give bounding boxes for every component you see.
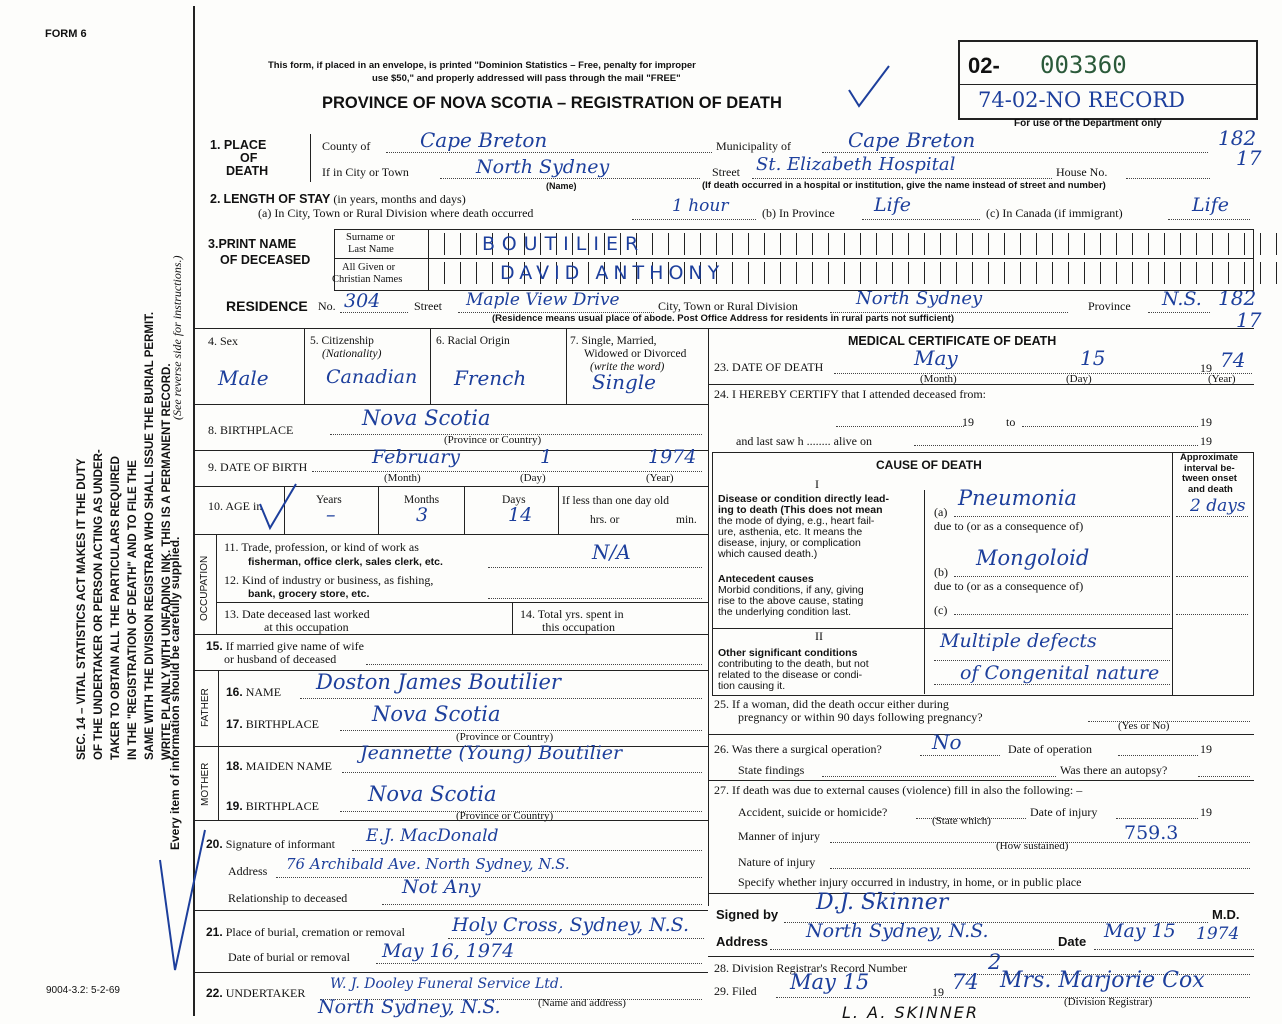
s20-sig-line [352, 850, 702, 851]
cell-divider [512, 602, 513, 634]
interval-b-line [1176, 576, 1248, 577]
occupation-label: OCCUPATION [199, 555, 210, 621]
interval-c-line [1176, 614, 1248, 615]
age-days-label: Days [502, 494, 526, 506]
burial-date-label: Date of burial or removal [228, 950, 350, 964]
attend-to-line [1022, 426, 1198, 427]
cause-a-interval: 2 days [1190, 496, 1246, 516]
house-line [1126, 178, 1210, 179]
s11-label: 11. Trade, profession, or kind of work as [224, 540, 419, 554]
row-divider [194, 534, 708, 535]
dob-month: February [372, 446, 461, 468]
s16-label: 16. NAME [226, 685, 282, 699]
marital-label: 7. Single, Married, [570, 335, 657, 347]
injury-date-line [1116, 818, 1198, 819]
burial-place-value: Holy Cross, Sydney, N.S. [452, 914, 690, 936]
s15-label: or husband of deceased [224, 652, 337, 666]
county-label: County of [322, 139, 371, 153]
injury-date-label: Date of injury [1030, 805, 1098, 819]
s22-label: 22. UNDERTAKER [206, 986, 306, 1000]
street-line [752, 178, 1052, 179]
cause-b-value: Mongoloid [976, 546, 1090, 570]
year-prefix: 19 [1200, 415, 1212, 429]
residence-no-label: No. [318, 299, 336, 313]
s20-rel-line [382, 904, 702, 905]
cause-a-label: (a) [934, 505, 948, 519]
bracket [310, 134, 311, 182]
form-label: FORM 6 [45, 28, 87, 40]
antecedent-label: Antecedent causes Morbid conditions, if any, giving rise to the above cause, stating the underlying condition last. [718, 573, 864, 618]
certify-label: 24. I HEREBY CERTIFY that I attended deceased from: [714, 387, 986, 401]
residence-city-value: North Sydney [856, 288, 983, 309]
given-label: Christian Names [332, 274, 403, 285]
county-line [386, 152, 712, 153]
column-divider [708, 328, 709, 906]
checkmark-icon [120, 820, 210, 980]
residence-label: RESIDENCE [226, 298, 308, 314]
signed-by-label: Signed by [716, 907, 779, 922]
surname-value: BOUTILIER [482, 233, 646, 255]
margin-instructions: SEC. 14 – VITAL STATISTICS ACT MAKES IT THE DUTY OF THE UNDERTAKER OR PERSON ACTING AS UNDER- TAKER TO OBTAIN ALL THE PARTICULARS REQUIRED IN THE "REGISTRATION OF DEATH" AND TO FILE THE SAME WITH THE DIVISION REGISTRAR WHO SHALL ISSUE THE BURIAL PERMIT. WRITE PLAINLY WITH UNFADING INK. THIS IS A PERMANENT RECORD. [76, 311, 173, 760]
name-sublabel: (Name) [546, 181, 577, 191]
medical-title: MEDICAL CERTIFICATE OF DEATH [848, 334, 1057, 348]
date-of-death-label: 23. DATE OF DEATH [714, 360, 824, 374]
citizenship-label: (Nationality) [322, 348, 382, 360]
citizenship-value: Canadian [326, 366, 418, 388]
age-days-value: 14 [508, 504, 533, 526]
s13-label: 13. Date deceased last worked [224, 607, 370, 621]
state-which-sublabel: (State which) [932, 815, 991, 827]
cell-divider [304, 328, 305, 404]
informant-address: 76 Archibald Ave. North Sydney, N.S. [286, 855, 570, 873]
s1-num: 1. PLACE [210, 138, 267, 152]
day-sublabel: (Day) [1066, 373, 1092, 385]
residence-city-label: City, Town or Rural Division [658, 299, 798, 313]
row-divider [194, 634, 708, 635]
s2b-line [862, 219, 980, 220]
birthplace-value: Nova Scotia [362, 406, 491, 430]
mail-notice-2: use $50," and properly addressed will pass through the mail "FREE" [372, 73, 681, 84]
residence-province-value: N.S. [1162, 288, 1202, 310]
s9-line [312, 471, 702, 472]
cause-b-line [954, 576, 1170, 577]
how-sublabel: (How sustained) [996, 840, 1069, 852]
mother-maiden-name-value: Jeannette (Young) Boutilier [360, 742, 623, 764]
operation-date-label: Date of operation [1008, 742, 1092, 756]
direct-cause-label: Disease or condition directly lead- ing to death (This does not mean the mode of dying, e.g., heart fail- ure, asthenia, etc. It means the disease, injury, or complication which caused death.) [718, 493, 889, 560]
father-label: FATHER [200, 688, 211, 728]
certificate-date-line [1094, 949, 1254, 950]
section-divider [194, 328, 1254, 329]
filed-date: May 15 [790, 970, 870, 994]
age-less-label: If less than one day old [562, 495, 669, 507]
department-label: For use of the Department only [1014, 118, 1162, 129]
certificate-date-label: Date [1058, 934, 1087, 949]
s2b-value: Life [874, 194, 911, 216]
md-label: M.D. [1212, 907, 1240, 922]
citizenship-label: 5. Citizenship [310, 335, 374, 347]
attend-from-line [836, 426, 964, 427]
physician-address-label: Address [716, 934, 769, 949]
year-sublabel: (Year) [646, 472, 674, 484]
residence-no-line [340, 312, 408, 313]
row-divider [194, 820, 708, 821]
mail-notice-1: This form, if placed in an envelope, is printed "Dominion Statistics – Free, penalty for improper [268, 60, 696, 71]
external-causes-label: 27. If death was due to external causes (violence) fill in also the following: – [714, 783, 1083, 797]
informant-address-label: Address [228, 864, 268, 878]
day-sublabel: (Day) [520, 472, 546, 484]
due-to-label: due to (or as a consequence of) [934, 519, 1084, 533]
other-line-1 [934, 660, 1170, 661]
cause-of-death-title: CAUSE OF DEATH [876, 458, 982, 472]
year-prefix: 19 [1200, 805, 1212, 819]
racial-origin-label: 6. Racial Origin [436, 335, 510, 347]
surgery-label: 26. Was there a surgical operation? [714, 742, 882, 756]
father-name-value: Doston James Boutilier [316, 670, 561, 694]
s3-label: 3.PRINT NAME [208, 237, 297, 251]
municipality-value: Cape Breton [848, 128, 976, 152]
last-saw-line [914, 445, 1198, 446]
date-of-death-day: 15 [1080, 346, 1106, 370]
s2c-value: Life [1192, 194, 1229, 216]
undertaker-address: North Sydney, N.S. [318, 996, 501, 1018]
date-of-death-line [834, 373, 1252, 374]
month-sublabel: (Month) [384, 472, 421, 484]
mother-label: MOTHER [200, 762, 211, 806]
row-divider [194, 404, 708, 405]
undertaker-sublabel: (Name and address) [538, 997, 626, 1009]
s21-label: 21. Place of burial, cremation or removal [206, 925, 405, 939]
cell-divider [464, 486, 465, 534]
street-value: St. Elizabeth Hospital [756, 154, 956, 175]
filed-year: 74 [952, 970, 979, 994]
cell-divider [1172, 452, 1173, 695]
s21-place-line [448, 938, 704, 939]
record-number-label: 28. Division Registrar's Record Number [714, 961, 908, 975]
manner-code: 759.3 [1124, 822, 1179, 844]
s18-line [342, 772, 702, 773]
nature-line [830, 868, 1250, 869]
municipality-line [822, 152, 1208, 153]
side-code: 182 [1218, 126, 1257, 150]
cell-divider [566, 328, 567, 404]
s15-line [366, 664, 702, 665]
house-label: House No. [1056, 165, 1108, 179]
side-code: 182 [1218, 286, 1257, 310]
marital-value: Single [592, 370, 657, 394]
s12-label: bank, grocery store, etc. [248, 588, 370, 600]
date-of-death-year-prefix: 19 [1200, 361, 1212, 375]
s2c-label: (c) In Canada (if immigrant) [986, 206, 1123, 220]
residence-province-label: Province [1088, 299, 1131, 313]
s12-line [488, 598, 702, 599]
s19-label: 19. BIRTHPLACE [226, 799, 319, 813]
hospital-note: (If death occurred in a hospital or institution, give the name instead of street and number) [702, 180, 1106, 191]
city-label: If in City or Town [322, 165, 409, 179]
s10-label: 10. AGE in [208, 499, 263, 513]
cause-a-line [954, 516, 1170, 517]
burial-date-value: May 16, 1974 [382, 940, 515, 962]
city-value: North Sydney [476, 156, 610, 178]
record-number-value: 2 [988, 950, 1002, 974]
given-names-value: DAVID ANTHONY [500, 262, 725, 284]
physician-address-line [770, 949, 1054, 950]
row-divider [708, 893, 1254, 894]
municipality-label: Municipality of [716, 139, 791, 153]
county-value: Cape Breton [420, 128, 548, 152]
age-hrs-label: hrs. or [590, 514, 620, 526]
s3-label: OF DECEASED [220, 253, 311, 267]
mother-birthplace-value: Nova Scotia [368, 782, 497, 806]
relationship-value: Not Any [402, 876, 481, 898]
mother-birthplace-sublabel: (Province or Country) [456, 810, 554, 822]
s21-date-line [376, 963, 702, 964]
other-conditions-value: of Congenital nature [960, 662, 1160, 684]
s14-label: this occupation [542, 620, 615, 634]
dob-day: 1 [540, 446, 553, 468]
s2a-label: (a) In City, Town or Rural Division where death occurred [258, 206, 534, 220]
autopsy-label: Was there an autopsy? [1060, 763, 1168, 777]
division-registrar-sublabel: (Division Registrar) [1064, 996, 1153, 1008]
division-registrar-signature: Mrs. Marjorie Cox [1000, 968, 1205, 993]
side-code: 17 [1236, 308, 1262, 332]
s15-label: 15. If married give name of wife [206, 639, 364, 653]
age-months-value: 3 [416, 504, 429, 526]
given-label: All Given or [342, 262, 396, 273]
marital-label: (write the word) [590, 361, 665, 373]
row-divider [708, 780, 1254, 781]
residence-note: (Residence means usual place of abode. Post Office Address for residents in rural parts not sufficient) [492, 313, 955, 324]
year-prefix: 19 [962, 415, 974, 429]
sex-label: 4. Sex [208, 334, 238, 348]
pregnancy-label: pregnancy or within 90 days following pregnancy? [738, 710, 983, 724]
cause-b-label: (b) [934, 565, 948, 579]
s18-label: 18. MAIDEN NAME [226, 759, 333, 773]
cell-divider [218, 670, 219, 820]
cause-c-label: (c) [934, 603, 948, 617]
row-divider [708, 384, 1254, 385]
residence-street-label: Street [414, 299, 442, 313]
registration-number: 003360 [1040, 51, 1127, 79]
side-code: 17 [1236, 146, 1262, 170]
surname-label: Surname or [346, 232, 395, 243]
s2-header: 2. LENGTH OF STAY (in years, months and days) [210, 192, 466, 206]
findings-line [822, 776, 1056, 777]
cell-divider [378, 486, 379, 534]
other-line-2 [934, 684, 1170, 685]
s8-label: 8. BIRTHPLACE [208, 423, 294, 437]
filed-line [776, 997, 1250, 998]
s20-label: 20. Signature of informant [206, 837, 335, 851]
manner-label: Manner of injury [738, 829, 820, 843]
s12-label: 12. Kind of industry or business, as fishing, [224, 573, 434, 587]
birthplace-sublabel: (Province or Country) [444, 434, 542, 446]
marital-label: Widowed or Divorced [584, 348, 687, 360]
checkmark-icon [845, 62, 895, 112]
age-min-label: min. [676, 514, 697, 526]
father-birthplace-value: Nova Scotia [372, 702, 501, 726]
date-of-death-year: 74 [1220, 348, 1246, 372]
age-months-label: Months [404, 494, 440, 506]
sex-value: Male [218, 366, 269, 390]
racial-origin-value: French [454, 366, 527, 390]
date-of-death-month: May [914, 346, 958, 370]
year-sublabel: (Year) [1208, 373, 1236, 385]
s11-label: fisherman, office clerk, sales clerk, etc. [248, 556, 443, 568]
surgery-value: No [932, 730, 962, 754]
undertaker-name: W. J. Dooley Funeral Service Ltd. [330, 976, 564, 992]
autopsy-line [1198, 776, 1250, 777]
form-title: PROVINCE OF NOVA SCOTIA – REGISTRATION OF DEATH [322, 94, 782, 112]
due-to-label: due to (or as a consequence of) [934, 579, 1084, 593]
accident-label: Accident, suicide or homicide? [738, 805, 888, 819]
s2a-line [632, 219, 756, 220]
s2c-line [1168, 219, 1250, 220]
row-divider [708, 956, 1254, 957]
certificate-date: May 15 [1104, 920, 1176, 942]
yes-no-sublabel: (Yes or No) [1118, 720, 1170, 732]
informant-signature: E.J. MacDonald [366, 826, 499, 846]
filed-year-prefix: 19 [932, 985, 944, 999]
s2a-value: 1 hour [672, 196, 729, 216]
street-label: Street [712, 165, 740, 179]
bottom-name: L. A. SKINNER [842, 1003, 980, 1022]
specify-label: Specify whether injury occurred in industry, in home, or in public place [738, 875, 1082, 889]
other-conditions-label: Other significant conditions contributing to the death, but not related to the disease or condi- tion causing it. [718, 647, 869, 692]
residence-province-line [1148, 312, 1210, 313]
s9-label: 9. DATE OF BIRTH [208, 460, 308, 474]
s13-label: at this occupation [264, 620, 349, 634]
cell-divider [430, 328, 431, 404]
physician-signature: D.J. Skinner [816, 890, 949, 915]
father-birthplace-sublabel: (Province or Country) [456, 731, 554, 743]
filed-label: 29. Filed [714, 984, 757, 998]
form-code: 9004-3.2: 5-2-69 [46, 985, 120, 996]
cause-c-line [954, 614, 1170, 615]
physician-address: North Sydney, N.S. [806, 920, 989, 942]
s11-line [488, 567, 702, 568]
findings-label: State findings [738, 763, 805, 777]
row-divider [194, 910, 708, 911]
checkmark-icon [256, 480, 300, 532]
interval-a-line [1176, 516, 1248, 517]
s17-label: 17. BIRTHPLACE [226, 717, 319, 731]
margin-careful-note: Every item of information should be carefully supplied. [168, 536, 182, 850]
last-saw-label: and last saw h ........ alive on [736, 434, 872, 448]
cell-divider [924, 490, 925, 694]
row-divider [216, 602, 708, 603]
s20-address-line [276, 877, 702, 878]
part-1-label: I [815, 477, 819, 491]
cell-divider [216, 534, 217, 634]
department-handwritten-note: 74-02-NO RECORD [978, 88, 1185, 112]
name-box-divider [334, 258, 1254, 259]
pregnancy-label: 25. If a woman, did the death occur either during [714, 697, 949, 711]
s11-value: N/A [592, 540, 631, 564]
s16-line [300, 698, 702, 699]
surgery-line [920, 755, 1000, 756]
row-divider [708, 734, 1254, 735]
age-years-value: – [326, 504, 336, 526]
s1-label: OF [240, 151, 258, 165]
year-prefix: 19 [1200, 434, 1212, 448]
approx-interval-label: Approximate interval be- tween onset and death [1180, 452, 1239, 495]
city-line [440, 178, 700, 179]
cell-divider [558, 486, 559, 534]
nature-label: Nature of injury [738, 855, 816, 869]
year-prefix: 19 [1200, 742, 1212, 756]
to-label: to [1006, 415, 1016, 429]
operation-date-line [1118, 755, 1198, 756]
age-years-label: Years [316, 494, 342, 506]
month-sublabel: (Month) [920, 373, 957, 385]
dob-year: 1974 [648, 446, 697, 468]
part-2-label: II [815, 629, 823, 643]
s1-label: DEATH [226, 164, 269, 178]
cause-a-value: Pneumonia [958, 486, 1077, 510]
residence-street-value: Maple View Drive [466, 290, 620, 310]
surname-label: Last Name [348, 244, 394, 255]
certificate-year: 1974 [1196, 924, 1240, 944]
department-box-divider [958, 84, 1256, 85]
relationship-label: Relationship to deceased [228, 891, 348, 905]
row-divider [194, 972, 708, 973]
residence-no-value: 304 [344, 290, 381, 312]
s2b-label: (b) In Province [762, 206, 835, 220]
other-conditions-value: Multiple defects [940, 630, 1097, 652]
registration-prefix: 02- [968, 53, 1000, 78]
margin-reverse-note: (See reverse side for instructions.) [170, 255, 184, 420]
row-divider [712, 628, 1172, 629]
s14-label: 14. Total yrs. spent in [520, 607, 624, 621]
